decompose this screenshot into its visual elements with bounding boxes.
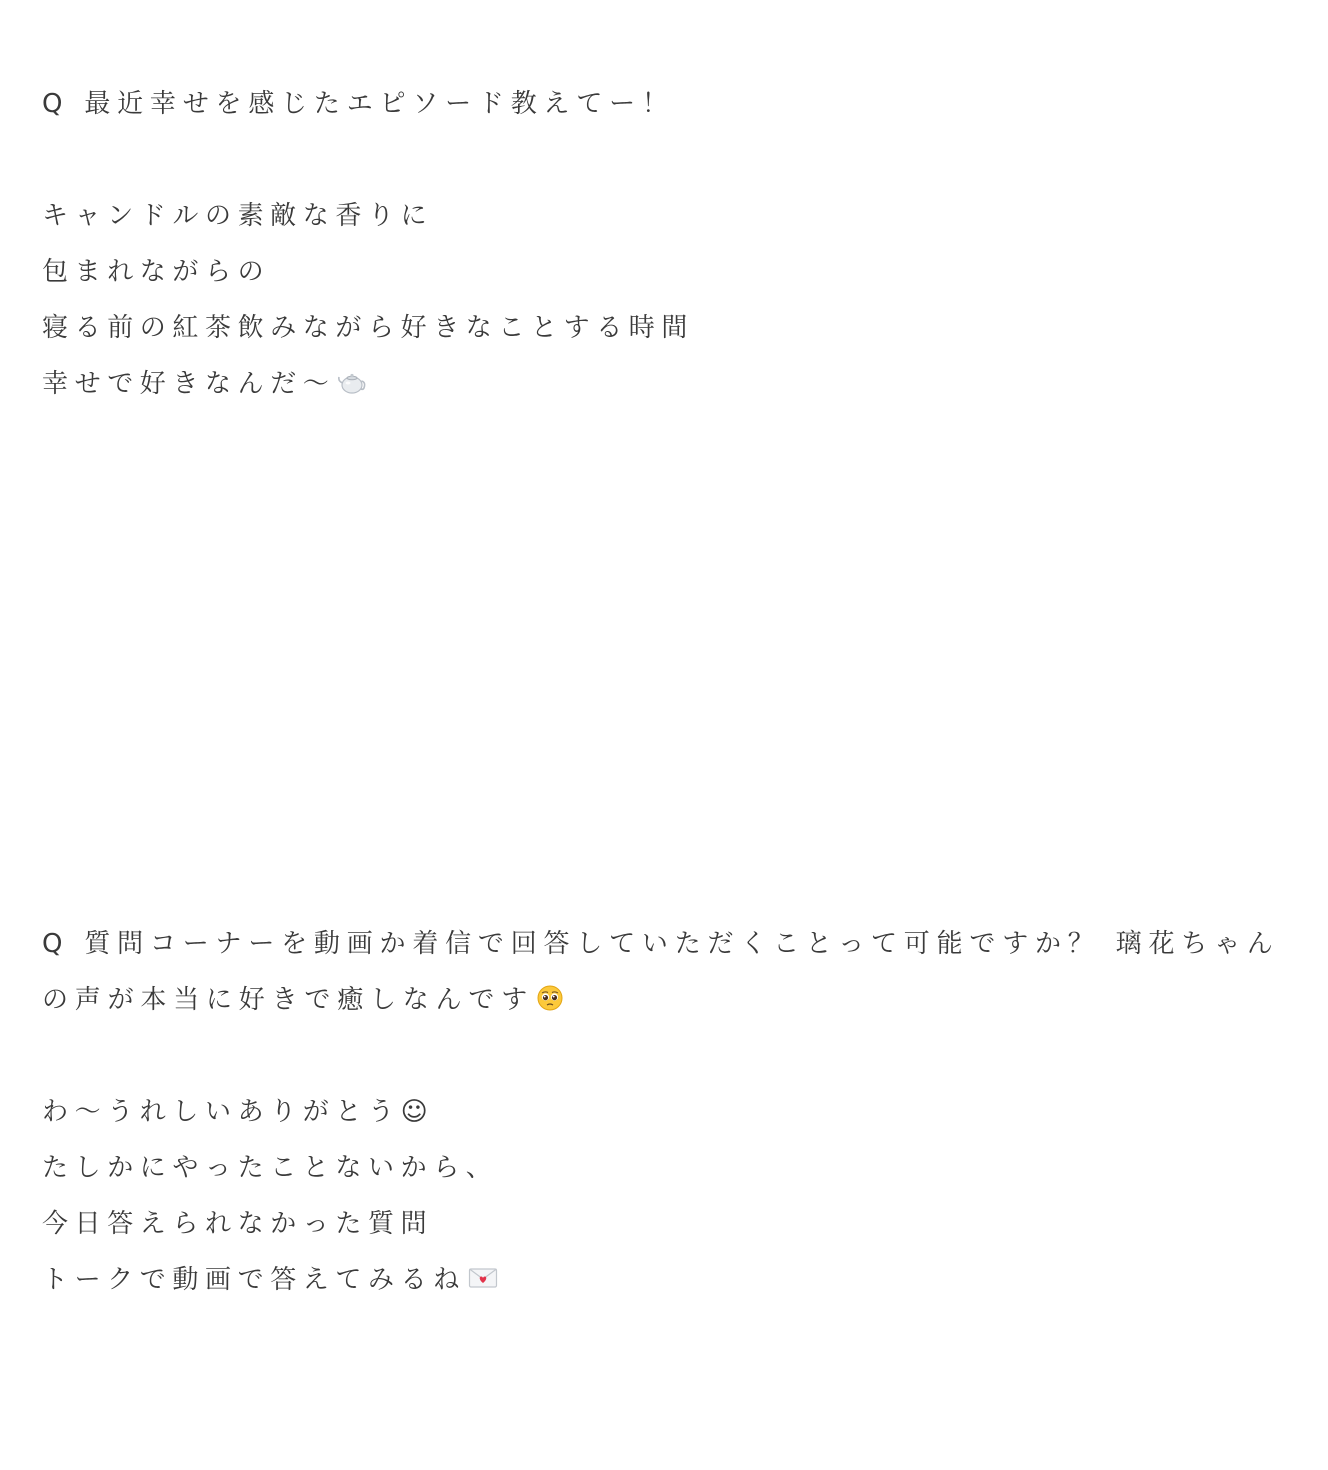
answer-line: 今日答えられなかった質問 [42,1209,434,1239]
answer-line: 寝る前の紅茶飲みながら好きなことする時間 [42,313,695,343]
question-line: Q 質問コーナーを動画か着信で回答していただくことって可能ですか？ 璃花ちゃん [42,929,1280,959]
answer-line-text: トークで動画で答えてみるね [42,1265,466,1295]
answer-line: たしかにやったことないから、 [42,1153,499,1183]
answer-line: 包まれながらの [42,257,271,287]
spacer [42,132,1292,188]
answer-line: キャンドルの素敵な香りに [42,201,434,231]
qa-block-2 [42,916,1292,1308]
spacer [42,1028,1292,1084]
answer-line-text: 幸せで好きなんだ〜 [42,369,336,399]
question-text: Q 最近幸せを感じたエピソード教えてー！ [42,89,675,119]
answer-line-last [42,356,1292,412]
question-line-text: の声が本当に好きで癒しなんです [42,985,535,1015]
answer-line: わ〜うれしいありがとう☺ [42,1097,435,1127]
teapot-icon [337,368,367,396]
qa-block-1 [42,76,1292,412]
question-line-last [42,972,1292,1028]
love-letter-icon [468,1266,498,1290]
pleading-face-icon [536,984,564,1012]
answer-line-last [42,1252,1292,1308]
